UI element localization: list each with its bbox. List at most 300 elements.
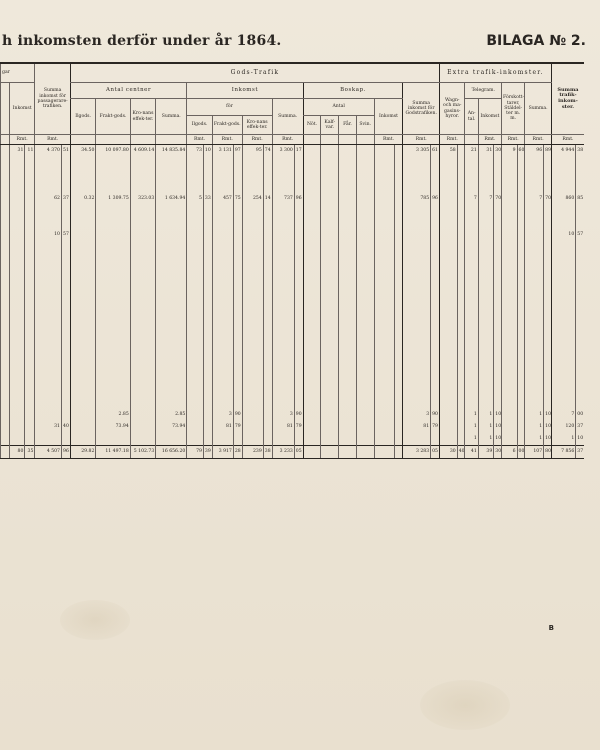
cell-k — [321, 397, 339, 409]
cell-fi — [212, 277, 233, 289]
cell-se — [525, 313, 544, 325]
cell-wa — [439, 205, 457, 217]
cell-fo — [502, 241, 518, 253]
cell-sg2: 96 — [431, 193, 440, 205]
cell-ki — [242, 373, 263, 385]
cell-n — [303, 181, 321, 193]
table-row — [1, 217, 585, 229]
cell-sg — [403, 157, 431, 169]
cell-fi — [212, 349, 233, 361]
cell-wa2 — [457, 385, 465, 397]
col-summa-godstrafik: Summa inkomst för Godstrafiken. — [403, 83, 440, 135]
cell-il — [70, 409, 96, 421]
cell-st2 — [576, 337, 584, 349]
cell-p2 — [25, 433, 35, 446]
cell-s — [356, 397, 374, 409]
cell-ii2 — [203, 349, 212, 361]
cell-ki2 — [263, 157, 272, 169]
cell-si: 81 — [272, 421, 294, 433]
cell-ti2: 70 — [494, 193, 502, 205]
cell-p0 — [1, 265, 10, 277]
cell-wa2 — [457, 169, 465, 181]
cell-bi — [374, 373, 394, 385]
cell-k — [321, 217, 339, 229]
cell-k — [321, 373, 339, 385]
cell-si2 — [294, 181, 303, 193]
cell-sp: 10 — [35, 229, 62, 241]
income-table — [0, 62, 584, 459]
cell-sg2 — [431, 181, 440, 193]
cell-sp2 — [61, 277, 70, 289]
cell-fi2: 90 — [233, 409, 242, 421]
cell-f — [339, 277, 357, 289]
cell-n — [303, 253, 321, 265]
cell-p2 — [25, 181, 35, 193]
cell-ti2 — [494, 289, 502, 301]
cell-ki2 — [263, 253, 272, 265]
cell-ti2 — [494, 241, 502, 253]
cell-st — [551, 301, 575, 313]
cell-sg — [403, 361, 431, 373]
cell-fi — [212, 373, 233, 385]
cell-sg — [403, 433, 431, 446]
cell-bi — [374, 349, 394, 361]
cell-p0 — [1, 277, 10, 289]
cell-fi2 — [233, 349, 242, 361]
cell-wa — [439, 433, 457, 446]
cell-ii2 — [203, 409, 212, 421]
cell-s — [356, 229, 374, 241]
cell-kr: 5 102.73 — [130, 446, 156, 459]
cell-fi — [212, 265, 233, 277]
cell-p2 — [25, 385, 35, 397]
cell-sp — [35, 157, 62, 169]
cell-sg2: 90 — [431, 409, 440, 421]
cell-st2 — [576, 325, 584, 337]
cell-k — [321, 446, 339, 459]
cell-ki — [242, 205, 263, 217]
cell-ki: 95 — [242, 145, 263, 158]
cell-si — [272, 397, 294, 409]
cell-sp2: 37 — [61, 193, 70, 205]
col-forskott: Förskott-tarer, Stäldel-ter m. m. — [502, 83, 525, 135]
cell-kr — [130, 277, 156, 289]
cell-se2 — [544, 349, 552, 361]
cell-sp — [35, 289, 62, 301]
cell-f — [339, 397, 357, 409]
cell-ii — [187, 217, 204, 229]
cell-wa2 — [457, 373, 465, 385]
cell-p2 — [25, 397, 35, 409]
cell-fi — [212, 313, 233, 325]
cell-st: 4 944 — [551, 145, 575, 158]
cell-ii2 — [203, 181, 212, 193]
cell-su: 1 634.94 — [156, 193, 187, 205]
cell-fi — [212, 181, 233, 193]
cell-se: 1 — [525, 421, 544, 433]
col-inkomst-kronans: Kro-nans effek-ter. — [242, 116, 272, 135]
cell-wa2 — [457, 289, 465, 301]
cell-k — [321, 289, 339, 301]
cell-sp2 — [61, 205, 70, 217]
cell-st2 — [576, 217, 584, 229]
cell-st — [551, 265, 575, 277]
cell-wa — [439, 253, 457, 265]
cell-ki2 — [263, 421, 272, 433]
cell-ti2 — [494, 325, 502, 337]
cell-fi — [212, 253, 233, 265]
cell-si2: 79 — [294, 421, 303, 433]
cell-sp — [35, 313, 62, 325]
cell-p1 — [9, 253, 25, 265]
cell-ii: 73 — [187, 145, 204, 158]
cell-p2 — [25, 265, 35, 277]
cell-ii2 — [203, 361, 212, 373]
cell-ti: 1 — [478, 433, 494, 446]
cell-st — [551, 253, 575, 265]
cell-ta — [465, 169, 478, 181]
table-row — [1, 277, 585, 289]
cell-fr: 73.94 — [96, 421, 130, 433]
cell-p1 — [9, 373, 25, 385]
cell-fi2 — [233, 313, 242, 325]
cell-s — [356, 409, 374, 421]
cell-p2 — [25, 169, 35, 181]
cell-fo: 6 — [502, 446, 518, 459]
cell-ii: 5 — [187, 193, 204, 205]
cell-st — [551, 349, 575, 361]
cell-wa — [439, 265, 457, 277]
col-inkomst-ilgods: Ilgods. — [187, 116, 212, 135]
cell-ti — [478, 205, 494, 217]
cell-ii2 — [203, 385, 212, 397]
cell-fr: 11 497.18 — [96, 446, 130, 459]
cell-se2: 10 — [544, 409, 552, 421]
cell-fi2 — [233, 217, 242, 229]
cell-si — [272, 241, 294, 253]
cell-sg2 — [431, 253, 440, 265]
cell-ii2 — [203, 289, 212, 301]
cell-fo2 — [517, 349, 525, 361]
cell-fr — [96, 277, 130, 289]
unit-rmt: Rmt. — [439, 135, 464, 145]
cell-ii2: 33 — [203, 193, 212, 205]
cell-fo2 — [517, 409, 525, 421]
cell-sg2 — [431, 385, 440, 397]
cell-ii2 — [203, 169, 212, 181]
cell-wa — [439, 325, 457, 337]
cell-p1 — [9, 217, 25, 229]
cell-bi2 — [394, 145, 403, 158]
cell-st2: 57 — [576, 229, 584, 241]
cell-bi — [374, 433, 394, 446]
cell-p2 — [25, 409, 35, 421]
cell-si2 — [294, 205, 303, 217]
cell-st — [551, 337, 575, 349]
cell-p0 — [1, 301, 10, 313]
cell-n — [303, 277, 321, 289]
cell-st2 — [576, 253, 584, 265]
cell-fi: 81 — [212, 421, 233, 433]
cell-fi2 — [233, 397, 242, 409]
cell-ki — [242, 217, 263, 229]
cell-kr — [130, 301, 156, 313]
cell-ta — [465, 205, 478, 217]
cell-sp2: 40 — [61, 421, 70, 433]
cell-fo2 — [517, 337, 525, 349]
cell-p2 — [25, 313, 35, 325]
cell-n — [303, 145, 321, 158]
cell-s — [356, 446, 374, 459]
cell-ki2 — [263, 325, 272, 337]
cell-si — [272, 169, 294, 181]
cell-fo — [502, 397, 518, 409]
cell-si2 — [294, 241, 303, 253]
cell-sp2 — [61, 373, 70, 385]
cell-p0 — [1, 229, 10, 241]
cell-bi2 — [394, 397, 403, 409]
cell-su — [156, 241, 187, 253]
cell-st2: 38 — [576, 145, 584, 158]
cell-sp — [35, 277, 62, 289]
cell-ii — [187, 169, 204, 181]
cell-sp — [35, 337, 62, 349]
cell-sp2 — [61, 397, 70, 409]
cell-si2 — [294, 277, 303, 289]
cell-f — [339, 373, 357, 385]
cell-se: 1 — [525, 433, 544, 446]
col-telegram: Telegram. — [465, 83, 502, 99]
cell-s — [356, 277, 374, 289]
cell-sp2: 96 — [61, 446, 70, 459]
col-partial-left: gar — [1, 63, 35, 83]
cell-kr — [130, 337, 156, 349]
cell-s — [356, 313, 374, 325]
cell-p1 — [9, 325, 25, 337]
cell-fo2: 60 — [517, 145, 525, 158]
cell-sg: 785 — [403, 193, 431, 205]
cell-wa2 — [457, 433, 465, 446]
cell-s — [356, 265, 374, 277]
cell-p0 — [1, 349, 10, 361]
paper-stain — [60, 600, 130, 640]
cell-ti — [478, 217, 494, 229]
cell-si2 — [294, 313, 303, 325]
cell-k — [321, 421, 339, 433]
cell-fi — [212, 397, 233, 409]
cell-fo — [502, 157, 518, 169]
cell-fi — [212, 157, 233, 169]
cell-n — [303, 289, 321, 301]
cell-k — [321, 253, 339, 265]
cell-p2 — [25, 373, 35, 385]
cell-wa — [439, 337, 457, 349]
cell-sg2 — [431, 349, 440, 361]
cell-ti — [478, 241, 494, 253]
cell-bi2 — [394, 241, 403, 253]
cell-ki2 — [263, 385, 272, 397]
cell-su: 16 656.20 — [156, 446, 187, 459]
cell-si — [272, 385, 294, 397]
cell-f — [339, 349, 357, 361]
cell-sp2: 57 — [61, 229, 70, 241]
cell-ti — [478, 385, 494, 397]
cell-sg — [403, 385, 431, 397]
unit-rmt: Rmt. — [525, 135, 552, 145]
cell-su — [156, 373, 187, 385]
cell-sp — [35, 349, 62, 361]
cell-kr — [130, 397, 156, 409]
cell-si2 — [294, 361, 303, 373]
col-summa-trafik: Summa trafik-inkom-ster. — [551, 63, 584, 135]
cell-n — [303, 337, 321, 349]
cell-n — [303, 265, 321, 277]
cell-p1 — [9, 409, 25, 421]
cell-fo2 — [517, 253, 525, 265]
col-inkomst-gods: Inkomst — [187, 83, 303, 99]
cell-kr — [130, 373, 156, 385]
cell-su — [156, 325, 187, 337]
cell-sg2 — [431, 229, 440, 241]
cell-wa2 — [457, 361, 465, 373]
cell-st2 — [576, 289, 584, 301]
cell-ta — [465, 349, 478, 361]
cell-wa2 — [457, 265, 465, 277]
unit-rmt: Rmt. — [35, 135, 71, 145]
cell-ti2 — [494, 337, 502, 349]
cell-fi2 — [233, 229, 242, 241]
cell-fi — [212, 301, 233, 313]
cell-wa: 30 — [439, 446, 457, 459]
cell-ii2 — [203, 253, 212, 265]
cell-bi — [374, 217, 394, 229]
cell-wa2 — [457, 181, 465, 193]
cell-fi2 — [233, 181, 242, 193]
cell-ii — [187, 157, 204, 169]
cell-su — [156, 169, 187, 181]
col-telegram-inkomst: Inkomst — [478, 99, 501, 135]
cell-f — [339, 169, 357, 181]
cell-ti: 1 — [478, 421, 494, 433]
cell-k — [321, 349, 339, 361]
cell-sp — [35, 409, 62, 421]
cell-p0 — [1, 373, 10, 385]
cell-st — [551, 157, 575, 169]
cell-fo2 — [517, 397, 525, 409]
table-row — [1, 241, 585, 253]
cell-ii2 — [203, 325, 212, 337]
cell-bi2 — [394, 265, 403, 277]
cell-ki2: 38 — [263, 446, 272, 459]
cell-n — [303, 205, 321, 217]
cell-bi — [374, 229, 394, 241]
cell-p0 — [1, 181, 10, 193]
cell-ti2 — [494, 397, 502, 409]
cell-wa — [439, 349, 457, 361]
cell-bi — [374, 385, 394, 397]
cell-fo — [502, 313, 518, 325]
cell-k — [321, 181, 339, 193]
table-row — [1, 325, 585, 337]
cell-ti2 — [494, 373, 502, 385]
cell-se: 7 — [525, 193, 544, 205]
cell-st2: 10 — [576, 433, 584, 446]
cell-ta — [465, 289, 478, 301]
cell-sp2: 51 — [61, 145, 70, 158]
cell-ii2 — [203, 217, 212, 229]
cell-ti — [478, 289, 494, 301]
cell-p2 — [25, 205, 35, 217]
cell-p0 — [1, 433, 10, 446]
cell-ta — [465, 181, 478, 193]
cell-fo — [502, 301, 518, 313]
cell-p2 — [25, 157, 35, 169]
cell-n — [303, 193, 321, 205]
cell-n — [303, 421, 321, 433]
cell-ii — [187, 241, 204, 253]
cell-sp2 — [61, 253, 70, 265]
cell-p0 — [1, 169, 10, 181]
table-row — [1, 253, 585, 265]
cell-p1 — [9, 277, 25, 289]
cell-fo2 — [517, 229, 525, 241]
cell-si2 — [294, 397, 303, 409]
cell-ta — [465, 325, 478, 337]
cell-sg2 — [431, 337, 440, 349]
cell-sg — [403, 301, 431, 313]
cell-fo2 — [517, 205, 525, 217]
unit-rmt: Rmt. — [212, 135, 242, 145]
cell-p0 — [1, 409, 10, 421]
cell-wa — [439, 289, 457, 301]
cell-fo2 — [517, 373, 525, 385]
cell-il — [70, 301, 96, 313]
cell-bi2 — [394, 325, 403, 337]
cell-ii2 — [203, 229, 212, 241]
cell-kr — [130, 421, 156, 433]
cell-ti — [478, 373, 494, 385]
cell-bi — [374, 361, 394, 373]
cell-ki2 — [263, 409, 272, 421]
cell-wa — [439, 229, 457, 241]
cell-se2 — [544, 289, 552, 301]
cell-st: 860 — [551, 193, 575, 205]
cell-bi2 — [394, 157, 403, 169]
cell-si2 — [294, 229, 303, 241]
cell-bi2 — [394, 361, 403, 373]
cell-p1 — [9, 229, 25, 241]
cell-fi — [212, 229, 233, 241]
cell-si — [272, 265, 294, 277]
cell-wa — [439, 301, 457, 313]
cell-n — [303, 349, 321, 361]
cell-se2 — [544, 181, 552, 193]
cell-se — [525, 325, 544, 337]
cell-ta — [465, 277, 478, 289]
cell-st2 — [576, 397, 584, 409]
cell-se2 — [544, 313, 552, 325]
cell-fi — [212, 169, 233, 181]
cell-bi — [374, 337, 394, 349]
col-antal-centner: Antal centner — [70, 83, 186, 99]
cell-se2: 80 — [544, 446, 552, 459]
cell-fo — [502, 253, 518, 265]
cell-sg — [403, 217, 431, 229]
cell-f — [339, 301, 357, 313]
cell-sp: 4 507 — [35, 446, 62, 459]
cell-ii2 — [203, 397, 212, 409]
cell-fi: 457 — [212, 193, 233, 205]
